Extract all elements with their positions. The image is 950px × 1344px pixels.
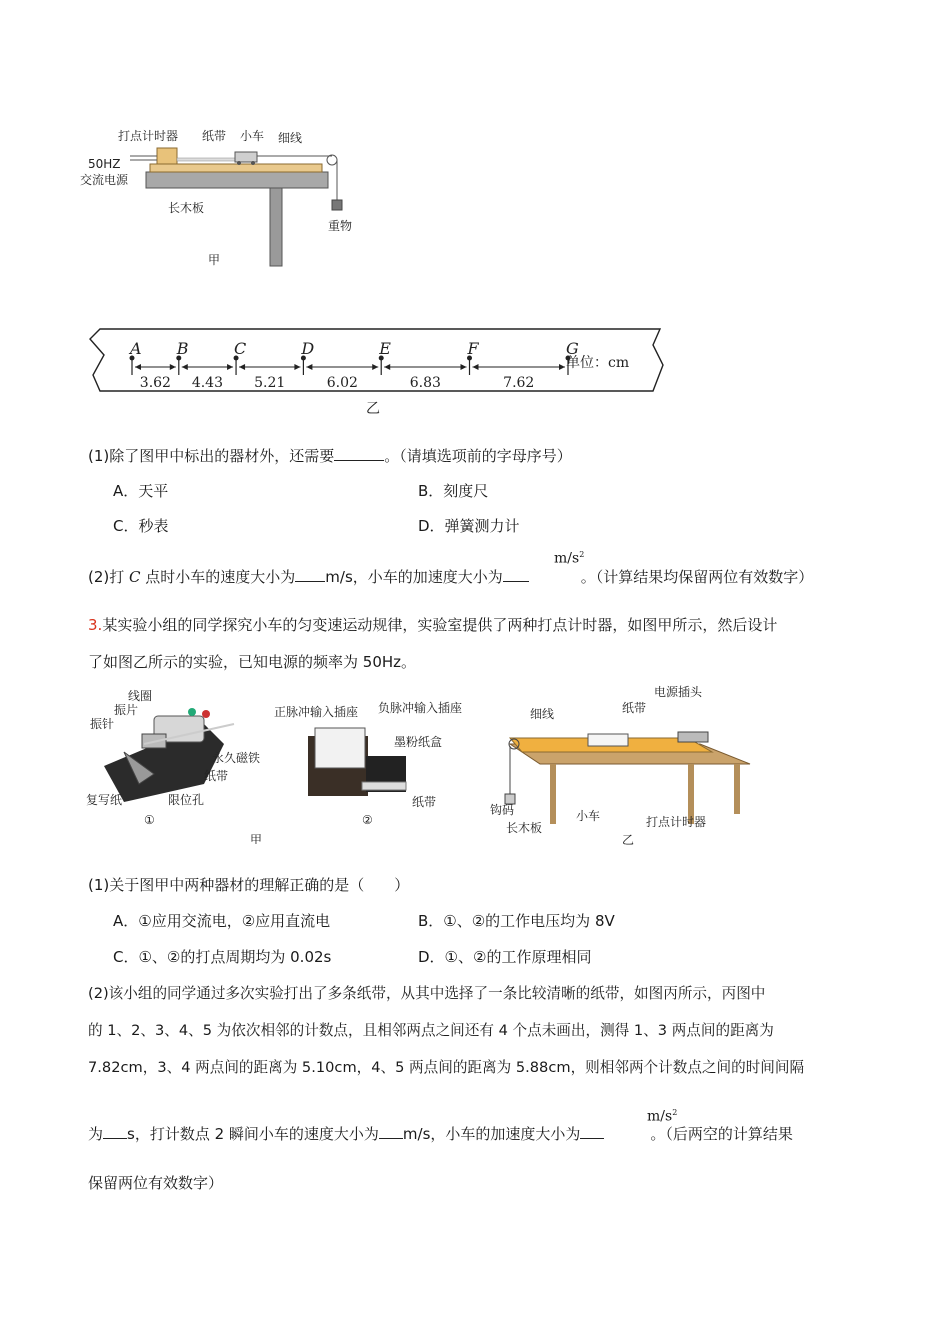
tape-distance-label: 6.83	[409, 375, 441, 391]
long-board	[150, 164, 322, 172]
label-hook: 钩码	[490, 803, 515, 817]
tape-point-label: D	[301, 339, 315, 358]
q2-option-b[interactable]: B．刻度尺	[418, 482, 489, 500]
answer-blank-3[interactable]	[503, 565, 529, 582]
figure-caption: 甲	[208, 253, 221, 267]
label-power: 交流电源	[80, 173, 129, 187]
q3-option-b[interactable]: B．①、②的工作电压均为 8V	[418, 912, 615, 930]
label-reed: 振片	[114, 703, 139, 717]
answer-blank-6[interactable]	[580, 1122, 604, 1139]
label-string-3: 细线	[530, 707, 555, 721]
label-car: 小车	[240, 129, 265, 143]
label-magnet: 永久磁铁	[212, 751, 261, 765]
caption-yi-3: 乙	[622, 833, 635, 847]
figure-timer-1	[84, 684, 274, 844]
label-tape-3: 纸带	[622, 701, 647, 715]
label-timer-3: 打点计时器	[646, 815, 707, 829]
q2-option-a[interactable]: A．天平	[113, 482, 169, 500]
tape-point-label: G	[566, 339, 579, 358]
tape-point-label: E	[379, 339, 391, 358]
label-num-1: ①	[144, 813, 155, 827]
weight-block	[332, 200, 342, 210]
q3-part1: (1)关于图甲中两种器材的理解正确的是（ ）	[88, 876, 410, 894]
label-board: 长木板	[168, 201, 205, 215]
tape-point-label: B	[176, 339, 189, 358]
tape-distance-label: 7.62	[503, 375, 535, 391]
label-num-2: ②	[362, 813, 373, 827]
table-top	[146, 172, 328, 188]
label-hole: 限位孔	[168, 793, 205, 807]
label-neg: 负脉冲输入插座	[378, 701, 463, 715]
label-carbon: 复写纸	[86, 793, 123, 807]
label-string: 细线	[278, 131, 303, 145]
q3-intro-1: 3.某实验小组的同学探究小车的匀变速运动规律，实验室提供了两种打点计时器，如图甲所示，然后设计	[88, 616, 778, 634]
q2-option-d[interactable]: D．弹簧测力计	[418, 517, 520, 535]
q3-intro-2: 了如图乙所示的实验，已知电源的频率为 50Hz。	[88, 653, 417, 671]
tape-distance-label: 6.02	[326, 375, 358, 391]
timer-3	[678, 732, 708, 742]
tape-distance-label: 4.43	[191, 375, 224, 391]
tape-point-label: F	[467, 339, 479, 358]
q3-option-d[interactable]: D．①、②的工作原理相同	[418, 948, 592, 966]
q2-part1: (1)除了图甲中标出的器材外，还需要 。（请填选项前的字母序号）	[88, 444, 572, 467]
label-tape-2: 纸带	[412, 795, 437, 809]
q3-part2-l2: 的 1、2、3、4、5 为依次相邻的计数点，且相邻两点之间还有 4 个点未画出，测得 1、3 两点间的距离为	[88, 1022, 774, 1039]
q2-option-c[interactable]: C．秒表	[113, 517, 169, 535]
label-timer: 打点计时器	[118, 129, 179, 143]
q3-part2-l3: 7.82cm，3、4 两点间的距离为 5.10cm，4、5 两点间的距离为 5.88cm，则相邻两个计数点之间的时间间隔	[88, 1059, 805, 1076]
label-tape: 纸带	[202, 129, 227, 143]
answer-blank-4[interactable]	[103, 1122, 127, 1139]
tape-point-label: C	[234, 339, 247, 358]
paper-tape	[177, 158, 237, 161]
label-needle: 振针	[90, 717, 115, 731]
label-freq: 50HZ	[88, 157, 121, 171]
label-plug: 电源插头	[654, 685, 703, 699]
label-car-3: 小车	[576, 809, 601, 823]
figure-timer-2	[270, 696, 480, 831]
tape-unit: 单位：cm	[566, 355, 630, 371]
tape-figure	[88, 325, 668, 420]
answer-blank-5[interactable]	[379, 1122, 403, 1139]
label-tape-1: 纸带	[204, 769, 229, 783]
q3-part2-l5: 保留两位有效数字）	[88, 1174, 224, 1192]
answer-blank-2[interactable]	[295, 565, 325, 582]
label-ink: 墨粉纸盒	[394, 735, 443, 749]
q3-part2-l1: (2)该小组的同学通过多次实验打出了多条纸带，从其中选择了一条比较清晰的纸带，如图丙所示，丙图中	[88, 985, 766, 1002]
q3-unit: $m/s^2$	[647, 1108, 678, 1125]
label-pos: 正脉冲输入插座	[274, 705, 359, 719]
answer-blank-1[interactable]	[334, 444, 384, 461]
q3-part2-l4: 为 s，打计数点 2 瞬间小车的速度大小为 m/s，小车的加速度大小为 。（后两空的计算结果	[88, 1122, 793, 1145]
timer-box	[157, 148, 177, 164]
tape-distance-label: 5.21	[254, 375, 286, 391]
cart-3	[588, 734, 628, 746]
q2-part2: (2)打 C 点时小车的速度大小为 m/s，小车的加速度大小为 。（计算结果均保留两位有效数字）	[88, 565, 813, 588]
q3-option-a[interactable]: A．①应用交流电，②应用直流电	[113, 912, 331, 930]
tape-distance-label: 3.62	[139, 375, 171, 391]
label-coil: 线圈	[128, 689, 153, 703]
cart	[235, 152, 257, 162]
caption-jia-3: 甲	[250, 833, 263, 844]
q2-unit: $m/s^2$	[554, 550, 585, 567]
figure-jia	[80, 118, 380, 278]
table-leg	[270, 186, 282, 266]
label-board-3: 长木板	[506, 821, 543, 835]
tape-caption: 乙	[366, 401, 380, 417]
figure-yi-3	[488, 684, 758, 849]
tape-point-label: A	[130, 339, 142, 358]
q3-option-c[interactable]: C．①、②的打点周期均为 0.02s	[113, 948, 332, 966]
label-weight: 重物	[328, 219, 353, 233]
